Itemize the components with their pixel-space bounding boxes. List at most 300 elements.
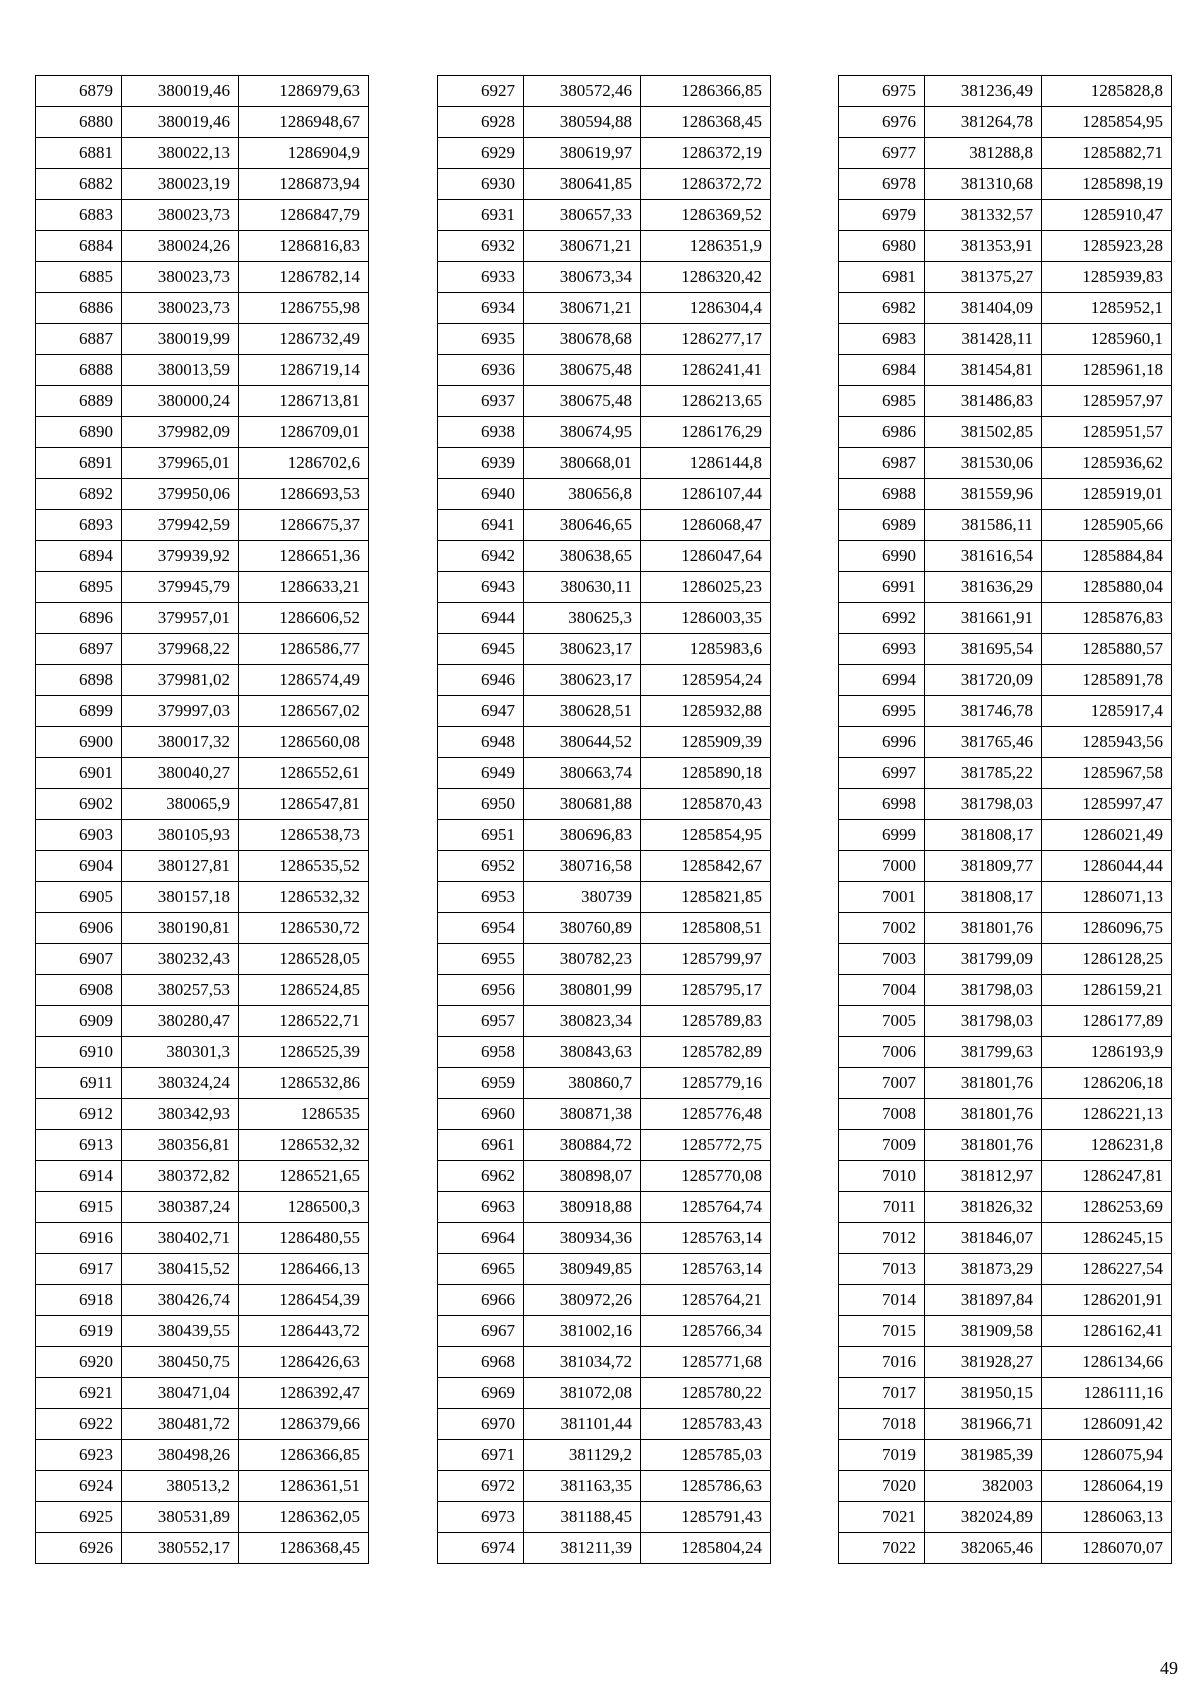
point-number: 6939	[438, 448, 524, 479]
y-coordinate: 1286538,73	[239, 820, 369, 851]
x-coordinate: 380232,43	[122, 944, 239, 975]
table-row	[438, 1502, 771, 1533]
y-coordinate: 1285910,47	[1042, 200, 1172, 231]
x-coordinate: 380157,18	[122, 882, 239, 913]
point-number: 6919	[36, 1316, 122, 1347]
y-coordinate: 1286227,54	[1042, 1254, 1172, 1285]
point-number: 6984	[839, 355, 925, 386]
point-number: 7012	[839, 1223, 925, 1254]
table-row	[839, 1130, 1172, 1161]
point-number: 6996	[839, 727, 925, 758]
table-row	[839, 665, 1172, 696]
x-coordinate: 380918,88	[524, 1192, 641, 1223]
point-number: 7006	[839, 1037, 925, 1068]
point-number: 6985	[839, 386, 925, 417]
y-coordinate: 1285909,39	[641, 727, 771, 758]
table-row	[839, 262, 1172, 293]
point-number: 6955	[438, 944, 524, 975]
y-coordinate: 1285917,4	[1042, 696, 1172, 727]
x-coordinate: 380013,59	[122, 355, 239, 386]
table-row	[36, 820, 369, 851]
x-coordinate: 380663,74	[524, 758, 641, 789]
table-row	[36, 262, 369, 293]
x-coordinate: 380949,85	[524, 1254, 641, 1285]
table-row	[438, 1254, 771, 1285]
x-coordinate: 382065,46	[925, 1533, 1042, 1564]
x-coordinate: 381034,72	[524, 1347, 641, 1378]
point-number: 6889	[36, 386, 122, 417]
y-coordinate: 1286372,19	[641, 138, 771, 169]
x-coordinate: 381211,39	[524, 1533, 641, 1564]
x-coordinate: 381746,78	[925, 696, 1042, 727]
y-coordinate: 1285936,62	[1042, 448, 1172, 479]
y-coordinate: 1285780,22	[641, 1378, 771, 1409]
table-row	[438, 944, 771, 975]
table-row	[36, 169, 369, 200]
x-coordinate: 380415,52	[122, 1254, 239, 1285]
y-coordinate: 1286651,36	[239, 541, 369, 572]
x-coordinate: 381404,09	[925, 293, 1042, 324]
y-coordinate: 1285891,78	[1042, 665, 1172, 696]
table-row	[839, 200, 1172, 231]
x-coordinate: 381846,07	[925, 1223, 1042, 1254]
x-coordinate: 381188,45	[524, 1502, 641, 1533]
x-coordinate: 381353,91	[925, 231, 1042, 262]
table-row	[438, 479, 771, 510]
y-coordinate: 1285821,85	[641, 882, 771, 913]
point-number: 6963	[438, 1192, 524, 1223]
x-coordinate: 381454,81	[925, 355, 1042, 386]
x-coordinate: 380871,38	[524, 1099, 641, 1130]
y-coordinate: 1286071,13	[1042, 882, 1172, 913]
y-coordinate: 1286070,07	[1042, 1533, 1172, 1564]
x-coordinate: 381873,29	[925, 1254, 1042, 1285]
x-coordinate: 381801,76	[925, 1099, 1042, 1130]
point-number: 6903	[36, 820, 122, 851]
table-row	[36, 76, 369, 107]
table-row	[36, 851, 369, 882]
point-number: 6918	[36, 1285, 122, 1316]
y-coordinate: 1286320,42	[641, 262, 771, 293]
y-coordinate: 1285764,21	[641, 1285, 771, 1316]
table-row	[839, 324, 1172, 355]
x-coordinate: 380402,71	[122, 1223, 239, 1254]
point-number: 6953	[438, 882, 524, 913]
x-coordinate: 381486,83	[925, 386, 1042, 417]
x-coordinate: 380372,82	[122, 1161, 239, 1192]
y-coordinate: 1286366,85	[641, 76, 771, 107]
table-row	[36, 1099, 369, 1130]
y-coordinate: 1286480,55	[239, 1223, 369, 1254]
point-number: 6922	[36, 1409, 122, 1440]
table-row	[839, 1316, 1172, 1347]
y-coordinate: 1285772,75	[641, 1130, 771, 1161]
y-coordinate: 1286044,44	[1042, 851, 1172, 882]
point-number: 6912	[36, 1099, 122, 1130]
x-coordinate: 380572,46	[524, 76, 641, 107]
point-number: 6892	[36, 479, 122, 510]
x-coordinate: 381375,27	[925, 262, 1042, 293]
x-coordinate: 379981,02	[122, 665, 239, 696]
point-number: 6916	[36, 1223, 122, 1254]
point-number: 6910	[36, 1037, 122, 1068]
table-row	[36, 1192, 369, 1223]
page-number: 49	[1160, 1658, 1178, 1678]
y-coordinate: 1286552,61	[239, 758, 369, 789]
y-coordinate: 1285932,88	[641, 696, 771, 727]
table-row	[438, 696, 771, 727]
y-coordinate: 1286372,72	[641, 169, 771, 200]
table-row	[839, 1378, 1172, 1409]
x-coordinate: 380644,52	[524, 727, 641, 758]
y-coordinate: 1285951,57	[1042, 417, 1172, 448]
point-number: 6991	[839, 572, 925, 603]
y-coordinate: 1285789,83	[641, 1006, 771, 1037]
y-coordinate: 1286091,42	[1042, 1409, 1172, 1440]
point-number: 7013	[839, 1254, 925, 1285]
y-coordinate: 1286193,9	[1042, 1037, 1172, 1068]
table-row	[36, 1130, 369, 1161]
x-coordinate: 380623,17	[524, 634, 641, 665]
x-coordinate: 380739	[524, 882, 641, 913]
y-coordinate: 1286021,49	[1042, 820, 1172, 851]
table-row	[438, 448, 771, 479]
point-number: 6904	[36, 851, 122, 882]
x-coordinate: 381801,76	[925, 1068, 1042, 1099]
point-number: 6882	[36, 169, 122, 200]
table-row	[438, 138, 771, 169]
table-row	[839, 169, 1172, 200]
y-coordinate: 1286816,83	[239, 231, 369, 262]
table-row	[36, 107, 369, 138]
point-number: 7021	[839, 1502, 925, 1533]
y-coordinate: 1286128,25	[1042, 944, 1172, 975]
x-coordinate: 380024,26	[122, 231, 239, 262]
x-coordinate: 380843,63	[524, 1037, 641, 1068]
y-coordinate: 1285876,83	[1042, 603, 1172, 634]
y-coordinate: 1286241,41	[641, 355, 771, 386]
point-number: 6968	[438, 1347, 524, 1378]
y-coordinate: 1286606,52	[239, 603, 369, 634]
x-coordinate: 380481,72	[122, 1409, 239, 1440]
table-row	[839, 1533, 1172, 1564]
y-coordinate: 1286206,18	[1042, 1068, 1172, 1099]
table-row	[438, 1378, 771, 1409]
x-coordinate: 380801,99	[524, 975, 641, 1006]
point-number: 6966	[438, 1285, 524, 1316]
table-row	[839, 107, 1172, 138]
y-coordinate: 1285771,68	[641, 1347, 771, 1378]
y-coordinate: 1285804,24	[641, 1533, 771, 1564]
y-coordinate: 1286304,4	[641, 293, 771, 324]
table-row	[839, 355, 1172, 386]
table-row	[839, 758, 1172, 789]
table-row	[438, 293, 771, 324]
y-coordinate: 1286702,6	[239, 448, 369, 479]
table-row	[36, 1533, 369, 1564]
x-coordinate: 380630,11	[524, 572, 641, 603]
point-number: 6988	[839, 479, 925, 510]
table-row	[438, 76, 771, 107]
point-number: 6965	[438, 1254, 524, 1285]
point-number: 7019	[839, 1440, 925, 1471]
y-coordinate: 1286247,81	[1042, 1161, 1172, 1192]
y-coordinate: 1285854,95	[1042, 107, 1172, 138]
table-row	[839, 541, 1172, 572]
x-coordinate: 381661,91	[925, 603, 1042, 634]
point-number: 6993	[839, 634, 925, 665]
table-row	[839, 1254, 1172, 1285]
table-row	[36, 1161, 369, 1192]
table-row	[839, 1347, 1172, 1378]
table-row	[839, 417, 1172, 448]
point-number: 6951	[438, 820, 524, 851]
x-coordinate: 380671,21	[524, 231, 641, 262]
table-row	[36, 324, 369, 355]
point-number: 6998	[839, 789, 925, 820]
point-number: 6978	[839, 169, 925, 200]
x-coordinate: 379950,06	[122, 479, 239, 510]
table-row	[438, 851, 771, 882]
point-number: 7017	[839, 1378, 925, 1409]
point-number: 6906	[36, 913, 122, 944]
y-coordinate: 1286134,66	[1042, 1347, 1172, 1378]
table-row	[36, 944, 369, 975]
point-number: 6896	[36, 603, 122, 634]
y-coordinate: 1286369,52	[641, 200, 771, 231]
table-row	[36, 1347, 369, 1378]
y-coordinate: 1286567,02	[239, 696, 369, 727]
table-row	[36, 479, 369, 510]
table-row	[438, 634, 771, 665]
x-coordinate: 381966,71	[925, 1409, 1042, 1440]
y-coordinate: 1286245,15	[1042, 1223, 1172, 1254]
table-row	[839, 1471, 1172, 1502]
point-number: 6952	[438, 851, 524, 882]
point-number: 6901	[36, 758, 122, 789]
y-coordinate: 1286096,75	[1042, 913, 1172, 944]
x-coordinate: 380356,81	[122, 1130, 239, 1161]
point-number: 6888	[36, 355, 122, 386]
table-row	[36, 634, 369, 665]
point-number: 6936	[438, 355, 524, 386]
point-number: 6960	[438, 1099, 524, 1130]
x-coordinate: 380671,21	[524, 293, 641, 324]
table-row	[839, 1099, 1172, 1130]
table-row	[438, 324, 771, 355]
table-row	[438, 1068, 771, 1099]
table-row	[438, 1099, 771, 1130]
point-number: 6979	[839, 200, 925, 231]
point-number: 6887	[36, 324, 122, 355]
point-number: 7005	[839, 1006, 925, 1037]
table-row	[438, 231, 771, 262]
y-coordinate: 1285842,67	[641, 851, 771, 882]
y-coordinate: 1286075,94	[1042, 1440, 1172, 1471]
point-number: 6923	[36, 1440, 122, 1471]
table-row	[438, 262, 771, 293]
y-coordinate: 1286111,16	[1042, 1378, 1172, 1409]
point-number: 6913	[36, 1130, 122, 1161]
point-number: 6902	[36, 789, 122, 820]
x-coordinate: 380439,55	[122, 1316, 239, 1347]
table-row	[36, 975, 369, 1006]
y-coordinate: 1286532,32	[239, 882, 369, 913]
y-coordinate: 1286847,79	[239, 200, 369, 231]
point-number: 6933	[438, 262, 524, 293]
y-coordinate: 1286454,39	[239, 1285, 369, 1316]
table-row	[839, 1006, 1172, 1037]
x-coordinate: 381236,49	[925, 76, 1042, 107]
table-row	[839, 1161, 1172, 1192]
y-coordinate: 1286068,47	[641, 510, 771, 541]
x-coordinate: 380625,3	[524, 603, 641, 634]
x-coordinate: 380619,97	[524, 138, 641, 169]
x-coordinate: 381808,17	[925, 882, 1042, 913]
y-coordinate: 1286176,29	[641, 417, 771, 448]
table-row	[438, 665, 771, 696]
y-coordinate: 1285854,95	[641, 820, 771, 851]
y-coordinate: 1285961,18	[1042, 355, 1172, 386]
table-row	[36, 1223, 369, 1254]
point-number: 6908	[36, 975, 122, 1006]
table-row	[839, 138, 1172, 169]
x-coordinate: 381002,16	[524, 1316, 641, 1347]
x-coordinate: 380716,58	[524, 851, 641, 882]
table-row	[839, 882, 1172, 913]
x-coordinate: 380040,27	[122, 758, 239, 789]
table-row	[839, 851, 1172, 882]
x-coordinate: 380594,88	[524, 107, 641, 138]
x-coordinate: 379997,03	[122, 696, 239, 727]
table-row	[36, 1440, 369, 1471]
table-row	[438, 820, 771, 851]
point-number: 6946	[438, 665, 524, 696]
point-number: 6909	[36, 1006, 122, 1037]
point-number: 6997	[839, 758, 925, 789]
y-coordinate: 1285943,56	[1042, 727, 1172, 758]
table-row	[839, 696, 1172, 727]
x-coordinate: 381809,77	[925, 851, 1042, 882]
table-row	[438, 882, 771, 913]
point-number: 6986	[839, 417, 925, 448]
point-number: 6983	[839, 324, 925, 355]
point-number: 6972	[438, 1471, 524, 1502]
point-number: 6980	[839, 231, 925, 262]
x-coordinate: 380257,53	[122, 975, 239, 1006]
y-coordinate: 1286277,17	[641, 324, 771, 355]
table-row	[438, 1192, 771, 1223]
x-coordinate: 380000,24	[122, 386, 239, 417]
x-coordinate: 380674,95	[524, 417, 641, 448]
table-row	[36, 758, 369, 789]
table-row	[839, 1037, 1172, 1068]
x-coordinate: 380017,32	[122, 727, 239, 758]
table-row	[839, 572, 1172, 603]
table-row	[36, 789, 369, 820]
point-number: 6895	[36, 572, 122, 603]
y-coordinate: 1286713,81	[239, 386, 369, 417]
y-coordinate: 1286535	[239, 1099, 369, 1130]
point-number: 6899	[36, 696, 122, 727]
x-coordinate: 381798,03	[925, 789, 1042, 820]
y-coordinate: 1286253,69	[1042, 1192, 1172, 1223]
table-row	[36, 1471, 369, 1502]
table-row	[36, 696, 369, 727]
table-row	[438, 1285, 771, 1316]
y-coordinate: 1285954,24	[641, 665, 771, 696]
y-coordinate: 1285786,63	[641, 1471, 771, 1502]
table-row	[839, 76, 1172, 107]
table-row	[438, 1471, 771, 1502]
point-number: 6975	[839, 76, 925, 107]
y-coordinate: 1286162,41	[1042, 1316, 1172, 1347]
table-row	[438, 510, 771, 541]
table-row	[36, 231, 369, 262]
table-row	[438, 541, 771, 572]
x-coordinate: 381288,8	[925, 138, 1042, 169]
y-coordinate: 1286522,71	[239, 1006, 369, 1037]
table-row	[839, 231, 1172, 262]
point-number: 6977	[839, 138, 925, 169]
point-number: 6958	[438, 1037, 524, 1068]
point-number: 6900	[36, 727, 122, 758]
x-coordinate: 380387,24	[122, 1192, 239, 1223]
x-coordinate: 380884,72	[524, 1130, 641, 1161]
y-coordinate: 1286351,9	[641, 231, 771, 262]
y-coordinate: 1286574,49	[239, 665, 369, 696]
y-coordinate: 1286362,05	[239, 1502, 369, 1533]
point-number: 6999	[839, 820, 925, 851]
point-number: 7001	[839, 882, 925, 913]
x-coordinate: 382024,89	[925, 1502, 1042, 1533]
table-row	[36, 1316, 369, 1347]
table-row	[438, 1347, 771, 1378]
x-coordinate: 380531,89	[122, 1502, 239, 1533]
point-number: 7002	[839, 913, 925, 944]
y-coordinate: 1285919,01	[1042, 479, 1172, 510]
y-coordinate: 1285957,97	[1042, 386, 1172, 417]
y-coordinate: 1286709,01	[239, 417, 369, 448]
y-coordinate: 1285783,43	[641, 1409, 771, 1440]
y-coordinate: 1286392,47	[239, 1378, 369, 1409]
point-number: 6987	[839, 448, 925, 479]
y-coordinate: 1286782,14	[239, 262, 369, 293]
y-coordinate: 1286693,53	[239, 479, 369, 510]
y-coordinate: 1285782,89	[641, 1037, 771, 1068]
y-coordinate: 1286201,91	[1042, 1285, 1172, 1316]
x-coordinate: 381310,68	[925, 169, 1042, 200]
x-coordinate: 380019,99	[122, 324, 239, 355]
table-row	[438, 169, 771, 200]
table-row	[438, 758, 771, 789]
table-row	[839, 944, 1172, 975]
table-row	[36, 1254, 369, 1285]
y-coordinate: 1285779,16	[641, 1068, 771, 1099]
table-row	[36, 882, 369, 913]
y-coordinate: 1286525,39	[239, 1037, 369, 1068]
point-number: 6907	[36, 944, 122, 975]
y-coordinate: 1286586,77	[239, 634, 369, 665]
point-number: 6881	[36, 138, 122, 169]
table-row	[438, 1223, 771, 1254]
table-row	[438, 975, 771, 1006]
y-coordinate: 1286675,37	[239, 510, 369, 541]
point-number: 6920	[36, 1347, 122, 1378]
point-number: 7014	[839, 1285, 925, 1316]
x-coordinate: 380675,48	[524, 355, 641, 386]
y-coordinate: 1285870,43	[641, 789, 771, 820]
